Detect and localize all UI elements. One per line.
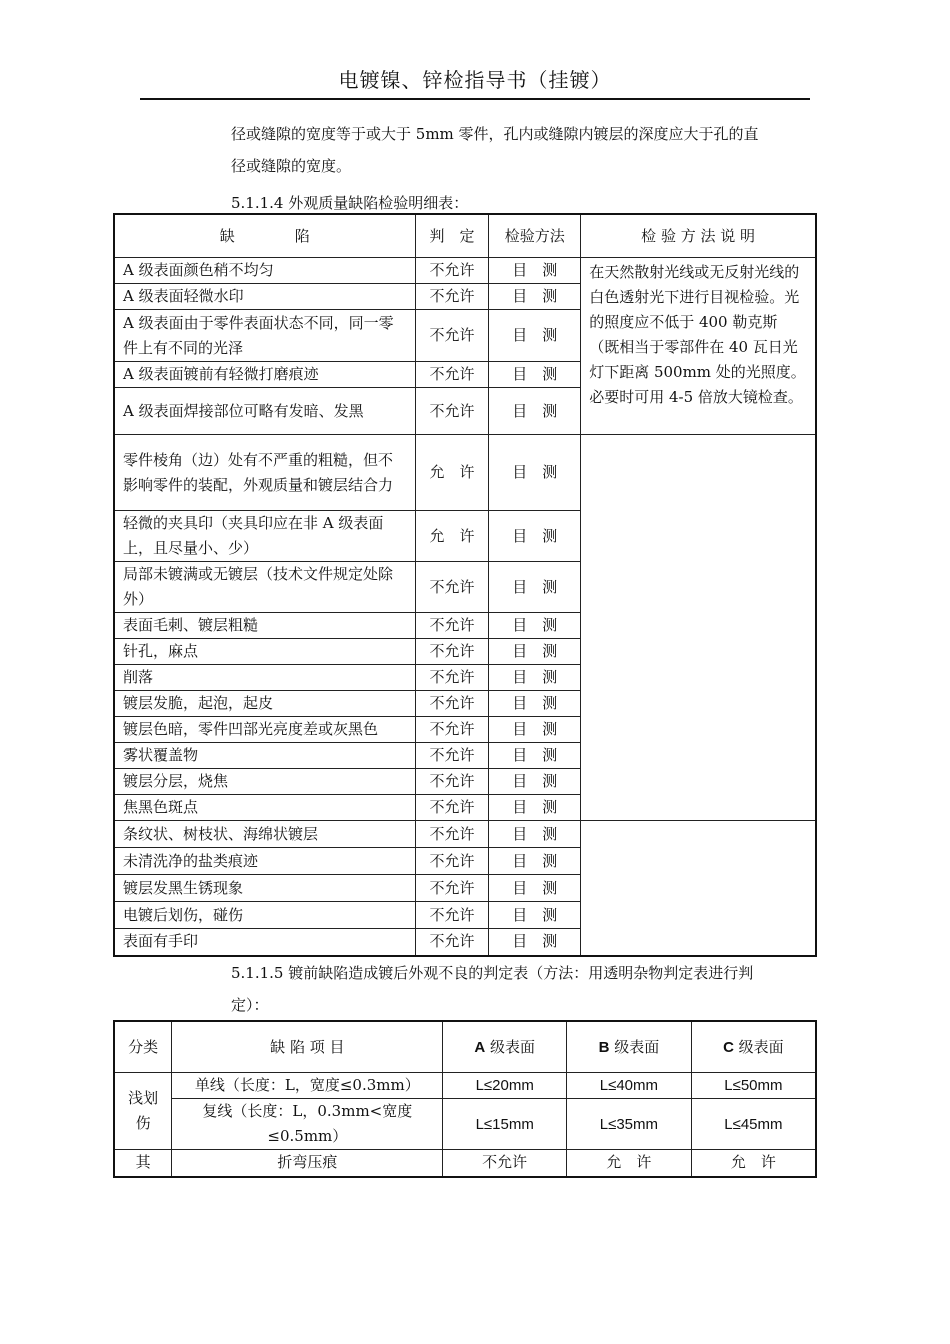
section-115-line-1: 5.1.1.5 镀前缺陷造成镀后外观不良的判定表（方法：用透明杂物判定表进行判 xyxy=(231,964,754,982)
section-114-heading: 5.1.1.4 外观质量缺陷检验明细表： xyxy=(231,194,469,212)
method-cell: 目 测 xyxy=(489,511,581,562)
defect-cell: 焦黑色斑点 xyxy=(114,795,415,821)
header-description: 检 验 方 法 说 明 xyxy=(581,214,816,258)
judgment-cell: 不允许 xyxy=(415,743,489,769)
judgment-cell: 不允许 xyxy=(415,875,489,902)
judgment-cell: 不允许 xyxy=(415,362,489,388)
empty-description-cell xyxy=(581,821,816,956)
method-cell: 目 测 xyxy=(489,848,581,875)
method-cell: 目 测 xyxy=(489,902,581,929)
defect-cell: 镀层发黑生锈现象 xyxy=(114,875,415,902)
judgment-cell: 不允许 xyxy=(415,639,489,665)
method-cell: 目 测 xyxy=(489,717,581,743)
defect-cell: 雾状覆盖物 xyxy=(114,743,415,769)
defect-cell: 条纹状、树枝状、海绵状镀层 xyxy=(114,821,415,848)
method-cell: 目 测 xyxy=(489,435,581,511)
intro-line-2: 径或缝隙的宽度。 xyxy=(231,157,352,175)
header-a-surface xyxy=(443,1021,567,1073)
header-b-surface xyxy=(567,1021,692,1073)
judgment-cell: 不允许 xyxy=(415,310,489,362)
defect-cell: A 级表面轻微水印 xyxy=(114,284,415,310)
method-cell: 目 测 xyxy=(489,665,581,691)
method-cell: 目 测 xyxy=(489,769,581,795)
method-cell: 目 测 xyxy=(489,821,581,848)
item-cell: 复线（长度：L，0.3mm<宽度≤0.5mm） xyxy=(172,1099,443,1150)
category-cell: 浅划伤 xyxy=(114,1073,172,1150)
item-cell: 折弯压痕 xyxy=(172,1150,443,1177)
page-title: 电镀镍、锌检指导书（挂镀） xyxy=(338,68,612,92)
defect-cell: 镀层色暗，零件凹部光亮度差或灰黑色 xyxy=(114,717,415,743)
category-cell: 其 xyxy=(114,1150,172,1177)
judgment-cell: 允 许 xyxy=(415,511,489,562)
header-c-text: 级表面 xyxy=(733,1037,784,1056)
method-cell: 目 测 xyxy=(489,310,581,362)
header-rule xyxy=(140,98,810,100)
intro-line-1: 径或缝隙的宽度等于或大于 5mm 零件，孔内或缝隙内镀层的深度应大于孔的直 xyxy=(231,125,759,143)
header-method: 检验方法 xyxy=(489,214,581,258)
table-header-row xyxy=(114,214,816,258)
judgment-cell: 不允许 xyxy=(415,284,489,310)
judgment-cell: 不允许 xyxy=(415,769,489,795)
method-cell: 目 测 xyxy=(489,743,581,769)
a-surface-cell: 不允许 xyxy=(443,1150,567,1177)
judgment-cell: 不允许 xyxy=(415,848,489,875)
defect-cell: 针孔，麻点 xyxy=(114,639,415,665)
table-row xyxy=(114,1099,816,1150)
table-row xyxy=(114,821,816,848)
defect-cell: 镀层分层，烧焦 xyxy=(114,769,415,795)
table-row xyxy=(114,1073,816,1099)
header-a-text: 级表面 xyxy=(485,1037,535,1056)
item-cell: 单线（长度：L，宽度≤0.3mm） xyxy=(172,1073,443,1099)
header-category: 分类 xyxy=(114,1021,172,1073)
defect-cell: A 级表面焊接部位可略有发暗、发黑 xyxy=(114,388,415,435)
defect-cell: A 级表面颜色稍不均匀 xyxy=(114,258,415,284)
description-cell: 在天然散射光线或无反射光线的白色透射光下进行目视检验。光的照度应不低于 400 勒克斯（既相当于零部件在 40 瓦日光灯下距离 500mm 处的光照度。必要时可用 4-5 倍放大镜检查。 xyxy=(581,258,816,435)
defect-cell: 零件棱角（边）处有不严重的粗糙，但不影响零件的装配，外观质量和镀层结合力 xyxy=(114,435,415,511)
judgment-cell: 不允许 xyxy=(415,929,489,956)
defect-cell: A 级表面由于零件表面状态不同，同一零件上有不同的光泽 xyxy=(114,310,415,362)
empty-description-cell xyxy=(581,435,816,821)
method-cell: 目 测 xyxy=(489,639,581,665)
b-surface-cell: L≤35mm xyxy=(567,1099,692,1150)
judgment-cell: 不允许 xyxy=(415,562,489,613)
method-cell: 目 测 xyxy=(489,613,581,639)
method-cell: 目 测 xyxy=(489,258,581,284)
header-c-surface xyxy=(691,1021,816,1073)
header-item: 缺 陷 项 目 xyxy=(172,1021,443,1073)
b-surface-cell: L≤40mm xyxy=(567,1073,692,1099)
a-surface-cell: L≤20mm xyxy=(443,1073,567,1099)
judgment-cell: 不允许 xyxy=(415,613,489,639)
table-row xyxy=(114,435,816,511)
table-row xyxy=(114,1150,816,1177)
method-cell: 目 测 xyxy=(489,929,581,956)
header-b-text: 级表面 xyxy=(609,1037,660,1056)
header-defect: 缺 陷 xyxy=(114,214,415,258)
judgment-cell: 不允许 xyxy=(415,717,489,743)
method-cell: 目 测 xyxy=(489,362,581,388)
header-b-letter: B xyxy=(598,1038,610,1056)
defect-cell: 轻微的夹具印（夹具印应在非 A 级表面上，且尽量小、少） xyxy=(114,511,415,562)
defect-cell: 削落 xyxy=(114,665,415,691)
method-cell: 目 测 xyxy=(489,795,581,821)
defect-inspection-table xyxy=(113,213,817,957)
method-cell: 目 测 xyxy=(489,284,581,310)
header-c-letter: C xyxy=(723,1038,734,1056)
section-115-line-2: 定）： xyxy=(231,996,269,1014)
defect-cell: 未清洗净的盐类痕迹 xyxy=(114,848,415,875)
judgment-cell: 不允许 xyxy=(415,821,489,848)
header-a-letter: A xyxy=(474,1038,486,1056)
method-cell: 目 测 xyxy=(489,875,581,902)
c-surface-cell: L≤50mm xyxy=(691,1073,816,1099)
defect-cell: 表面毛刺、镀层粗糙 xyxy=(114,613,415,639)
b-surface-cell: 允 许 xyxy=(567,1150,692,1177)
judgment-cell: 不允许 xyxy=(415,902,489,929)
table-row xyxy=(114,258,816,284)
defect-cell: 电镀后划伤，碰伤 xyxy=(114,902,415,929)
judgment-cell: 不允许 xyxy=(415,691,489,717)
method-cell: 目 测 xyxy=(489,388,581,435)
judgment-cell: 不允许 xyxy=(415,795,489,821)
method-cell: 目 测 xyxy=(489,691,581,717)
judgment-cell: 不允许 xyxy=(415,258,489,284)
c-surface-cell: L≤45mm xyxy=(691,1099,816,1150)
defect-cell: A 级表面镀前有轻微打磨痕迹 xyxy=(114,362,415,388)
c-surface-cell: 允 许 xyxy=(691,1150,816,1177)
defect-cell: 局部未镀满或无镀层（技术文件规定处除外） xyxy=(114,562,415,613)
pre-plating-defect-table xyxy=(113,1020,817,1178)
defect-cell: 镀层发脆，起泡，起皮 xyxy=(114,691,415,717)
a-surface-cell: L≤15mm xyxy=(443,1099,567,1150)
method-cell: 目 测 xyxy=(489,562,581,613)
table-header-row xyxy=(114,1021,816,1073)
header-judgment: 判 定 xyxy=(415,214,489,258)
judgment-cell: 允 许 xyxy=(415,435,489,511)
defect-cell: 表面有手印 xyxy=(114,929,415,956)
judgment-cell: 不允许 xyxy=(415,665,489,691)
judgment-cell: 不允许 xyxy=(415,388,489,435)
